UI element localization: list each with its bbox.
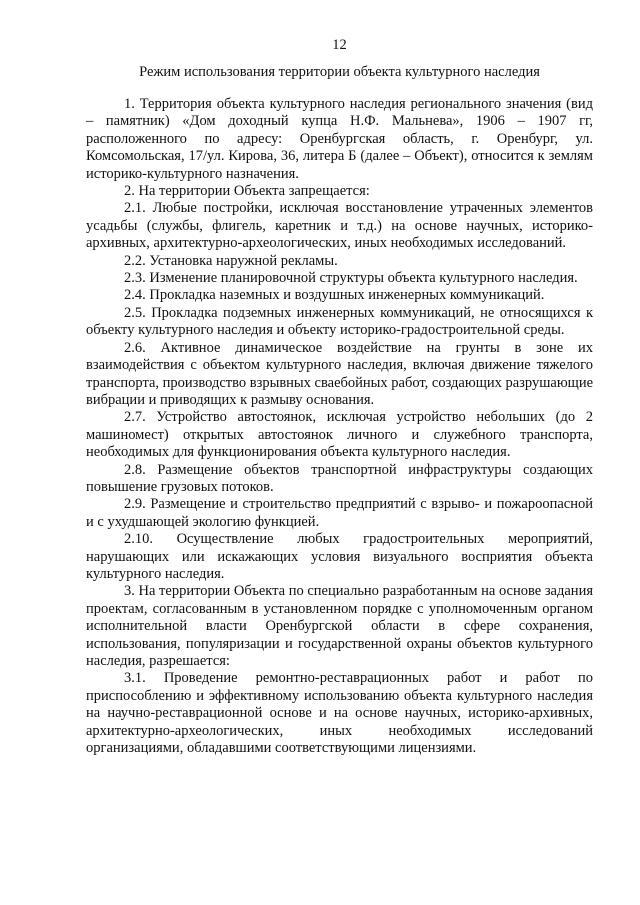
paragraph-2-1: 2.1. Любые постройки, исключая восстановление утраченных элементов усадьбы (службы, флигель, каретник и т.д.) на основе научных, историко-архивных, архитектурно-археологических, иных необходимых исследований. bbox=[86, 200, 593, 252]
paragraph-2-7: 2.7. Устройство автостоянок, исключая устройство небольших (до 2 машиномест) открытых автостоянок личного и служебного транспорта, необходимых для функционирования объекта культурного наследия. bbox=[86, 409, 593, 461]
paragraph-2-2: 2.2. Установка наружной рекламы. bbox=[124, 252, 338, 269]
paragraph-3-1: 3.1. Проведение ремонтно-реставрационных работ и работ по приспособлению и эффективному использованию объекта культурного наследия на научно-реставрационной основе и на основе научных, историко-архивных, архитектурно-археологических, иных необходимых исследований организациями, обладавшими соответствующими лицензиями. bbox=[86, 670, 593, 757]
paragraph-2-6: 2.6. Активное динамическое воздействие на грунты в зоне их взаимодействия с объектом культурного наследия, включая движение тяжелого транспорта, производство взрывных сваебойных работ, создающих разрушающие вибрации и приводящих к размыву основания. bbox=[86, 339, 594, 408]
paragraph-2-8: 2.8. Размещение объектов транспортной инфраструктуры создающих повышение грузовых потоков. bbox=[86, 461, 593, 495]
paragraph-2-5: 2.5. Прокладка подземных инженерных коммуникаций, не относящихся к объекту культурного наследия и объекту историко-градостроительной среды. bbox=[86, 304, 593, 339]
paragraph-2-9: 2.9. Размещение и строительство предприятий с взрыво- и пожароопасной и с ухудшающей экологию функцией. bbox=[86, 496, 593, 530]
paragraph-2-4: 2.4. Прокладка наземных и воздушных инженерных коммуникаций. bbox=[124, 287, 545, 304]
document-title: Режим использования территории объекта культурного наследия bbox=[139, 64, 540, 80]
page-number: 12 bbox=[332, 37, 347, 53]
paragraph-2-3: 2.3. Изменение планировочной структуры объекта культурного наследия. bbox=[124, 270, 578, 287]
paragraph-2: 2. На территории Объекта запрещается: bbox=[124, 183, 370, 200]
paragraph-2-10: 2.10. Осуществление любых градостроительных мероприятий, нарушающих или искажающих условия визуального восприятия объекта культурного наследия. bbox=[86, 531, 593, 582]
document-body bbox=[86, 96, 593, 757]
paragraph-3: 3. На территории Объекта по специально разработанным на основе задания проектам, согласованным в установленном порядке с уполномоченным органом исполнительной власти Оренбургской области в сфере сохранения, использования, популяризации и государственной охраны объектов культурного наследия, разрешается: bbox=[86, 583, 593, 669]
paragraph-1: 1. Территория объекта культурного наследия регионального значения (вид – памятник) «Дом доходный купца Н.Ф. Мальнева», 1906 – 1907 гг, расположенного по адресу: Оренбургская область, г. Оренбург, ул. Комсомольская, 17/ул. Кирова, 36, литера Б (далее – Объект), относится к землям историко-культурного назначения. bbox=[86, 96, 593, 182]
